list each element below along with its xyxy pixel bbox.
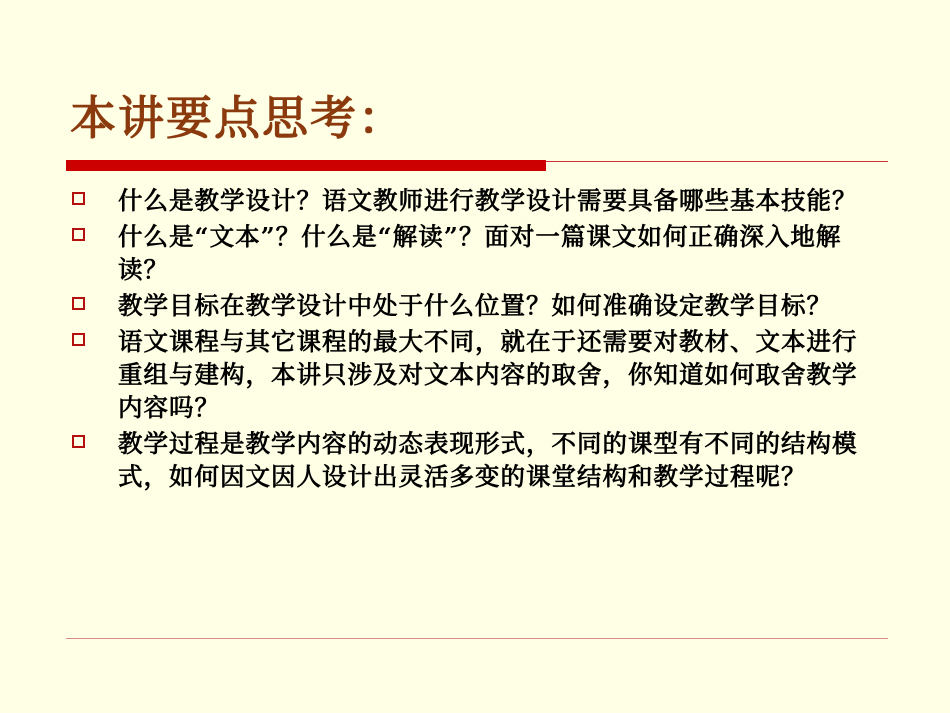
bullet-list <box>72 184 882 496</box>
bullet-text: 什么是教学设计？语文教师进行教学设计需要具备哪些基本技能？ <box>118 186 858 215</box>
title-underline-thin <box>546 161 888 162</box>
hollow-square-icon <box>72 192 85 205</box>
bullet-item <box>72 325 882 424</box>
bullet-item <box>72 220 882 286</box>
bullet-item <box>72 289 882 322</box>
bullet-text: 教学目标在教学设计中处于什么位置？如何准确设定教学目标？ <box>118 291 832 320</box>
hollow-square-icon <box>72 228 85 241</box>
slide-title: 本讲要点思考： <box>70 91 406 145</box>
title-underline-thick <box>66 160 546 171</box>
bullet-item <box>72 427 882 493</box>
hollow-square-icon <box>72 297 85 310</box>
bullet-text: 语文课程与其它课程的最大不同，就在于还需要对教材、文本进行重组与建构，本讲只涉及对文本内容的取舍，你知道如何取舍教学内容吗？ <box>118 327 858 422</box>
bullet-text: 什么是“文本”？什么是“解读”？面对一篇课文如何正确深入地解读？ <box>118 222 842 284</box>
footer-rule <box>66 638 888 639</box>
bullet-item <box>72 184 882 217</box>
hollow-square-icon <box>72 333 85 346</box>
bullet-text: 教学过程是教学内容的动态表现形式，不同的课型有不同的结构模式，如何因文因人设计出灵活多变的课堂结构和教学过程呢？ <box>118 429 858 491</box>
hollow-square-icon <box>72 435 85 448</box>
